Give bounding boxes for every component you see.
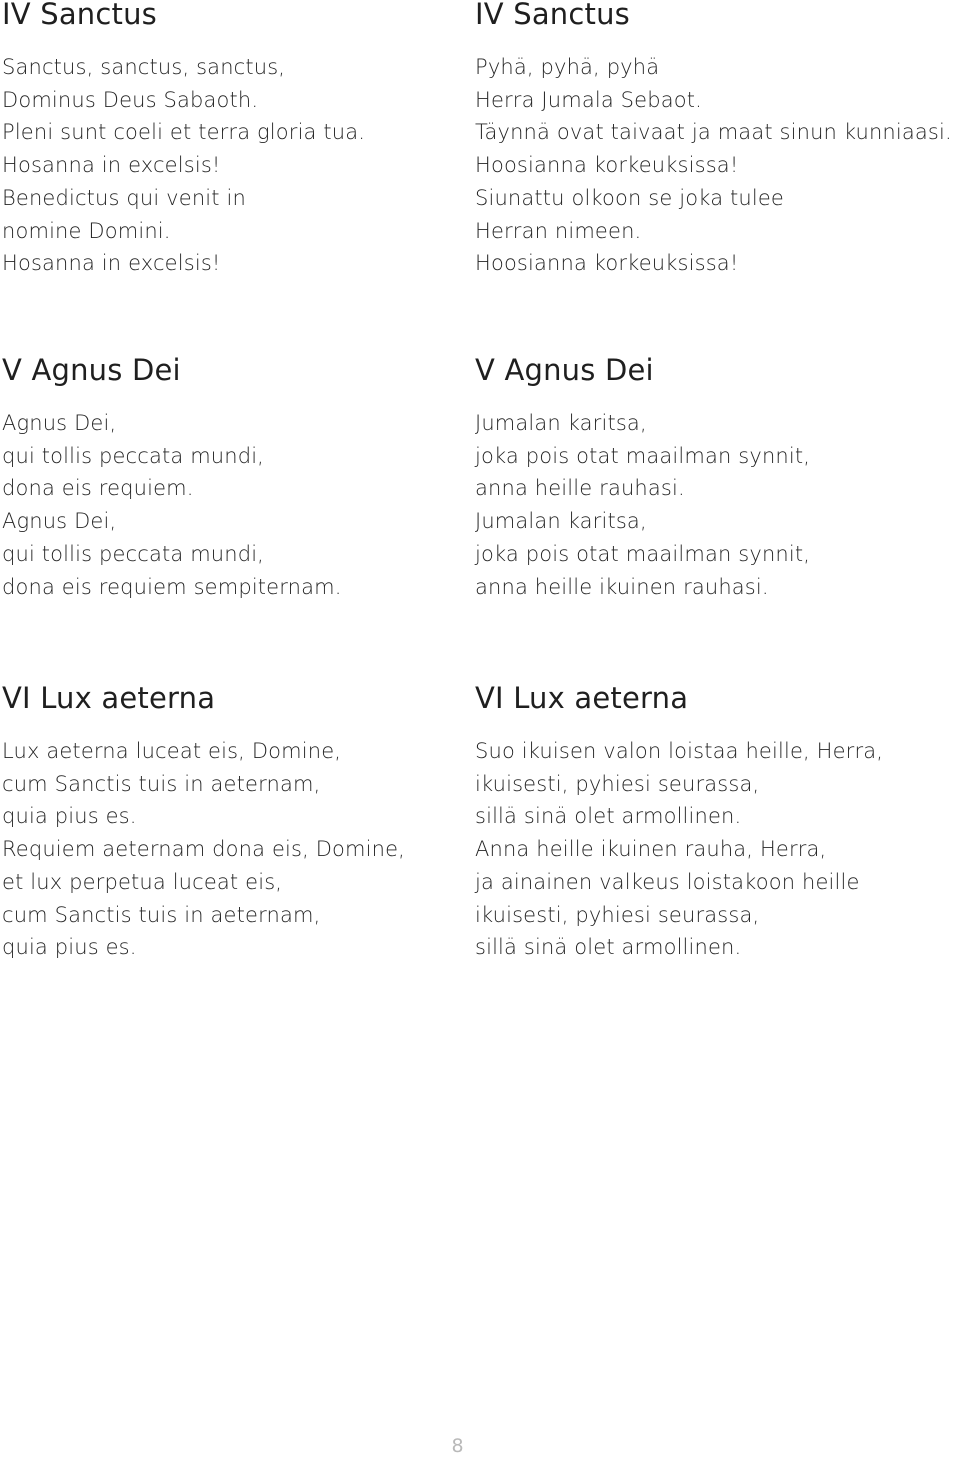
verse-line: anna heille ikuinen rauhasi. <box>475 574 769 599</box>
verse-line: ikuisesti, pyhiesi seurassa, <box>475 771 760 796</box>
section-heading: IV Sanctus <box>2 0 157 31</box>
section-lux-aeterna-finnish <box>475 680 955 964</box>
verse-line: ikuisesti, pyhiesi seurassa, <box>475 902 760 927</box>
verse-line: et lux perpetua luceat eis, <box>2 869 283 894</box>
verse-lines <box>2 51 482 280</box>
verse-line: Lux aeterna luceat eis, Domine, <box>2 739 342 763</box>
section-heading: IV Sanctus <box>475 0 630 31</box>
verse-line: joka pois otat maailman synnit, <box>475 443 811 468</box>
verse-line: nomine Domini. <box>2 218 171 243</box>
verse-line: Agnus Dei, <box>2 411 117 435</box>
verse-line: Täynnä ovat taivaat ja maat sinun kunniaasi. <box>475 120 952 145</box>
section-agnus-dei-latin <box>2 352 482 603</box>
verse-line: Herra Jumala Sebaot. <box>475 87 702 112</box>
verse-lines <box>475 407 955 603</box>
section-sanctus-finnish <box>475 0 955 280</box>
verse-line: Suo ikuisen valon loistaa heille, Herra, <box>475 739 884 763</box>
section-agnus-dei-finnish <box>475 352 955 603</box>
verse-line: Hosanna in excelsis! <box>2 153 221 178</box>
verse-line: sillä sinä olet armollinen. <box>475 935 742 960</box>
verse-line: Requiem aeternam dona eis, Domine, <box>2 837 406 862</box>
verse-line: anna heille rauhasi. <box>475 476 685 501</box>
verse-line: Anna heille ikuinen rauha, Herra, <box>475 837 827 862</box>
verse-lines <box>2 735 482 964</box>
verse-line: Jumalan karitsa, <box>475 509 647 534</box>
section-heading: VI Lux aeterna <box>2 681 216 715</box>
verse-lines <box>475 51 955 280</box>
verse-line: Jumalan karitsa, <box>475 411 647 435</box>
verse-line: joka pois otat maailman synnit, <box>475 541 811 566</box>
verse-line: cum Sanctis tuis in aeternam, <box>2 902 321 927</box>
verse-line: dona eis requiem sempiternam. <box>2 574 342 599</box>
verse-line: Agnus Dei, <box>2 509 117 534</box>
verse-line: Hoosianna korkeuksissa! <box>475 153 739 178</box>
verse-line: qui tollis peccata mundi, <box>2 443 265 468</box>
page-number: 8 <box>451 1435 464 1457</box>
verse-line: Pyhä, pyhä, pyhä <box>475 55 660 79</box>
section-lux-aeterna-latin <box>2 680 482 964</box>
verse-line: Dominus Deus Sabaoth. <box>2 87 259 112</box>
verse-line: Herran nimeen. <box>475 218 642 243</box>
section-heading: V Agnus Dei <box>475 353 654 387</box>
verse-line: cum Sanctis tuis in aeternam, <box>2 771 321 796</box>
verse-line: Pleni sunt coeli et terra gloria tua. <box>2 120 366 145</box>
verse-line: Siunattu olkoon se joka tulee <box>475 185 785 210</box>
verse-line: dona eis requiem. <box>2 476 194 501</box>
section-heading: VI Lux aeterna <box>475 681 689 715</box>
verse-line: quia pius es. <box>2 935 137 960</box>
verse-line: Benedictus qui venit in <box>2 185 246 210</box>
section-sanctus-latin <box>2 0 482 280</box>
verse-line: sillä sinä olet armollinen. <box>475 804 742 829</box>
verse-line: Hoosianna korkeuksissa! <box>475 251 739 276</box>
verse-line: quia pius es. <box>2 804 137 829</box>
verse-line: qui tollis peccata mundi, <box>2 541 265 566</box>
verse-lines <box>475 735 955 964</box>
section-heading: V Agnus Dei <box>2 353 181 387</box>
verse-line: Hosanna in excelsis! <box>2 251 221 276</box>
verse-line: Sanctus, sanctus, sanctus, <box>2 55 286 79</box>
verse-line: ja ainainen valkeus loistakoon heille <box>475 869 860 894</box>
verse-lines <box>2 407 482 603</box>
